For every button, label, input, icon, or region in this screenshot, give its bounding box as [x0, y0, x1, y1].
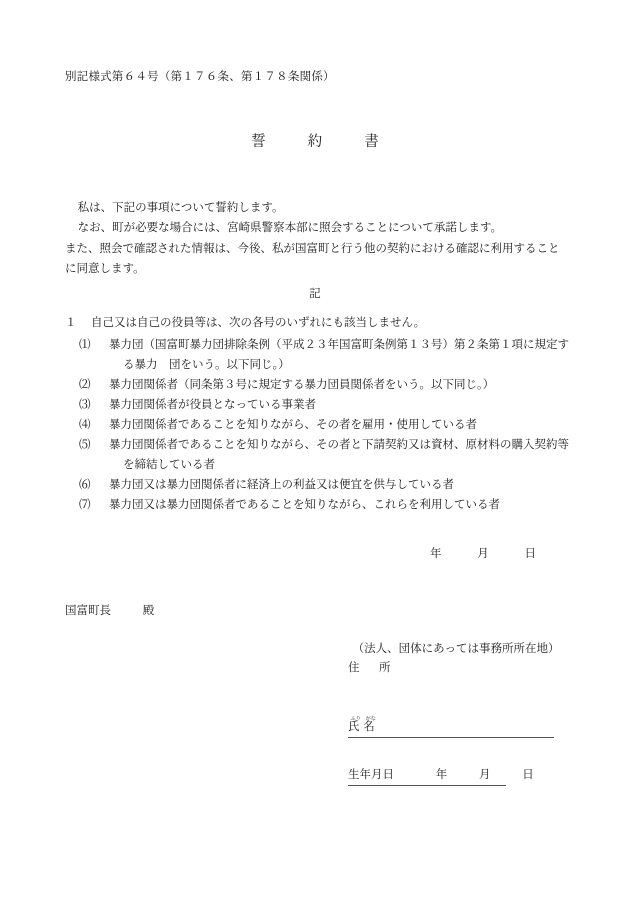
list-item-text	[109, 435, 575, 475]
list-item	[65, 375, 575, 395]
list-item-text	[109, 335, 575, 375]
list-item	[65, 435, 575, 475]
clause-list	[65, 313, 575, 515]
list-item-number: ⑸	[79, 439, 91, 451]
intro-line-3: また、照会で確認された情報は、今後、私が国富町と行う他の契約における確認に利用することに同意します。	[65, 242, 560, 276]
name-furigana-1: ふり	[348, 716, 364, 722]
addressee-recipient: 国富町長	[65, 605, 111, 617]
date-entry-line[interactable]	[430, 545, 536, 561]
name-field[interactable]	[348, 716, 554, 738]
signer-block	[348, 640, 578, 675]
birthdate-day-label: 日	[522, 769, 534, 781]
list-item-line: 暴力団関係者であることを知りながら、その者を雇用・使用している者	[109, 419, 477, 431]
intro-paragraph	[65, 198, 565, 280]
intro-line-2: なお、町が必要な場合には、宮崎県警察本部に照会することについて承諾します。	[77, 222, 502, 235]
name-label-kanji-2: 名がな	[363, 716, 379, 733]
section-marker: 記	[309, 288, 321, 300]
list-item	[65, 495, 575, 515]
date-month-label: 月	[477, 548, 489, 560]
list-item-number: ⑶	[79, 399, 91, 411]
list-item-line: 暴力団関係者（同条第３号に規定する暴力団員関係者をいう。以下同じ。）	[109, 379, 495, 391]
list-item-number: ⑹	[79, 479, 91, 491]
list-item-line: 暴力団又は暴力団関係者に経済上の利益又は便宜を供与している者	[109, 479, 454, 491]
list-item-text	[109, 375, 575, 395]
list-item	[65, 335, 575, 375]
clause-number: １	[65, 317, 77, 329]
addressee-line	[65, 602, 154, 618]
list-item	[65, 395, 575, 415]
page-title: 誓 約 書	[251, 134, 393, 150]
list-item	[65, 475, 575, 495]
list-item	[65, 415, 575, 435]
birthdate-field[interactable]	[348, 766, 534, 786]
birthdate-month-label: 月	[479, 769, 491, 781]
list-item-line: 暴力団（国富町暴力団排除条例（平成２３年国富町条例第１３号）第２条第１項に規定す	[109, 339, 569, 351]
list-item-line: 暴力団関係者であることを知りながら、その者と下請契約又は資材、原材料の購入契約等	[109, 439, 569, 451]
clause-sub-list	[65, 335, 575, 515]
addressee-honorific: 殿	[142, 605, 155, 617]
intro-line-1: 私は、下記の事項について誓約します。	[77, 202, 284, 214]
address-field-label: 住 所	[348, 662, 395, 674]
list-item-text	[109, 475, 575, 495]
list-item-text	[109, 395, 575, 415]
list-item-number: ⑺	[79, 499, 91, 511]
list-item-continuation: を締結している者	[123, 459, 215, 471]
name-furigana-2: がな	[363, 716, 379, 722]
list-item-number: ⑷	[79, 419, 91, 431]
clause-text: 自己又は自己の役員等は、次の各号のいずれにも該当しません。	[91, 317, 426, 329]
birthdate-year-label: 年	[435, 769, 448, 781]
list-item-number: ⑵	[79, 379, 91, 391]
list-item-number: ⑴	[79, 339, 91, 351]
entity-address-note: （法人、団体にあっては事務所所在地）	[352, 643, 560, 655]
list-item-line: 暴力団関係者が役員となっている事業者	[109, 399, 316, 411]
form-number-header: 別記様式第６４号（第１７６条、第１７８条関係）	[65, 71, 335, 83]
list-item-continuation: る暴力 団をいう。以下同じ。）	[123, 359, 290, 371]
birthdate-label: 生年月日	[348, 769, 394, 781]
date-day-label: 日	[524, 548, 536, 560]
clause-heading	[65, 313, 575, 333]
date-year-label: 年	[430, 548, 442, 560]
list-item-text	[109, 415, 575, 435]
list-item-line: 暴力団又は暴力団関係者であることを知りながら、これらを利用している者	[109, 499, 500, 511]
list-item-text	[109, 495, 575, 515]
name-label-kanji-1: 氏ふり	[348, 716, 364, 733]
